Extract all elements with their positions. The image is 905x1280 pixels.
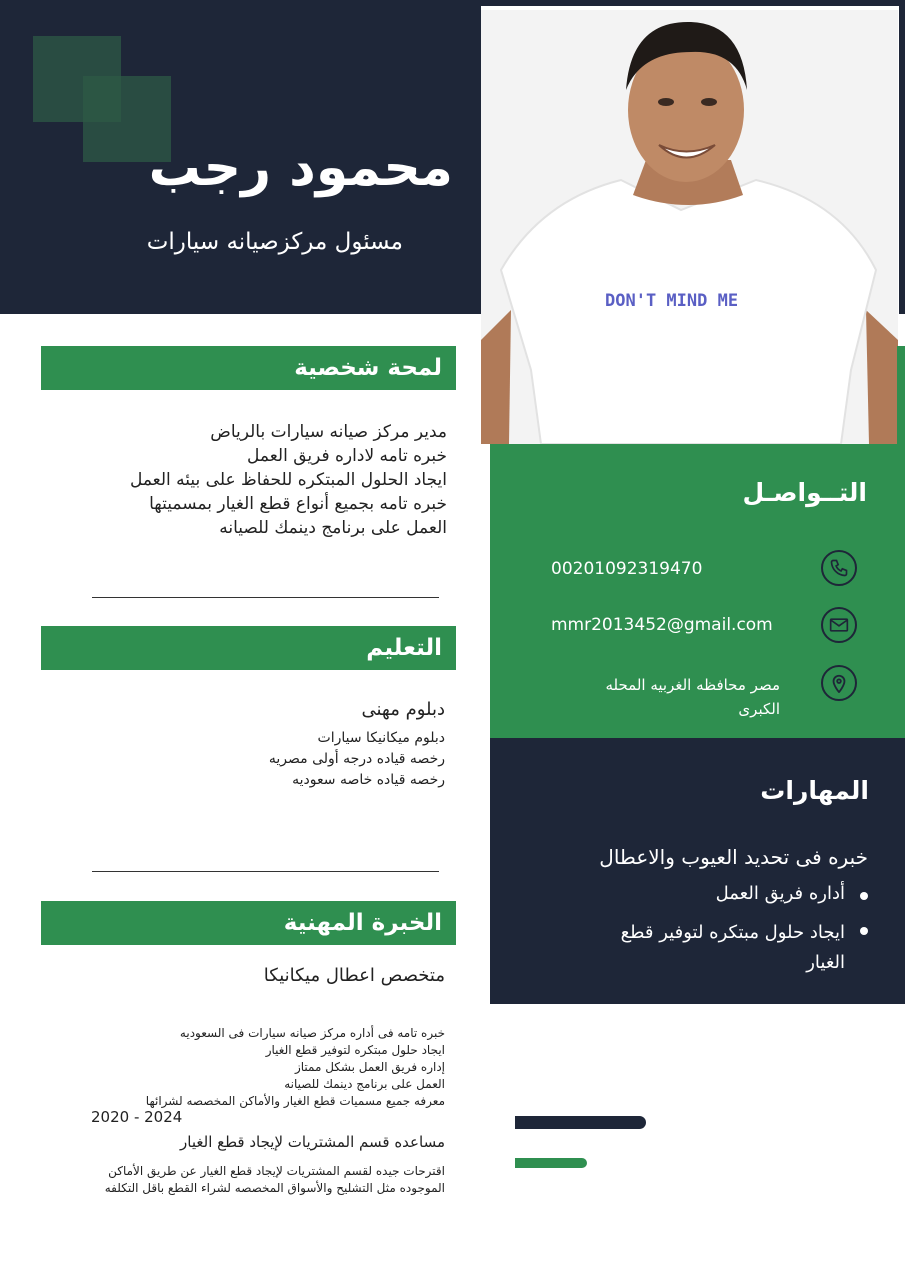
experience-role-2: مساعده قسم المشتريات لإيجاد قطع الغيار [180, 1133, 445, 1151]
bullet-dot [860, 927, 868, 935]
education-list [269, 728, 445, 791]
experience-detail: الموجوده مثل التشليح والأسواق المخصصه لشراء القطع باقل التكلفه [104, 1181, 445, 1195]
bullet-dot [860, 892, 868, 900]
profile-line: خبره تامه لاداره فريق العمل [247, 446, 447, 466]
education-line: رخصه قياده درجه أولى مصريه [268, 751, 445, 767]
contact-email[interactable]: mmr2013452@gmail.com [551, 615, 773, 635]
address-line: مصر محافظه الغربيه المحله [605, 676, 780, 694]
experience-detail: معرفه جميع مسميات قطع الغيار والأماكن المخصصه لشرائها [145, 1094, 445, 1108]
skills-title: المهارات [760, 776, 869, 805]
skill-item: أداره فريق العمل [715, 883, 845, 904]
contact-phone[interactable]: 00201092319470 [551, 559, 703, 579]
profile-line: ايجاد الحلول المبتكره للحفاظ على بيئه العمل [129, 470, 447, 490]
education-line: دبلوم ميكانيكا سيارات [317, 730, 445, 746]
education-section-title: التعليم [366, 635, 442, 661]
profile-section-title: لمحة شخصية [294, 355, 442, 381]
shirt-text: DON'T MIND ME [605, 291, 739, 311]
section-divider [92, 871, 439, 872]
contact-title: التــواصـل [742, 478, 867, 507]
email-icon [821, 607, 857, 643]
experience-detail: ايجاد حلول مبتكره لتوفير قطع الغيار [265, 1043, 445, 1057]
job-title: مسئول مركزصيانه سيارات [146, 229, 403, 255]
experience-details [146, 1025, 445, 1110]
profile-line: العمل على برنامج دينمك للصيانه [219, 518, 447, 538]
phone-icon [821, 550, 857, 586]
experience-detail: خبره تامه فى أداره مركز صيانه سيارات فى السعوديه [179, 1026, 445, 1040]
address-line: الكبرى [738, 700, 780, 718]
education-section-bar [41, 626, 456, 670]
skill-item [621, 918, 845, 978]
contact-address [605, 673, 780, 721]
experience-section-title: الخبرة المهنية [283, 910, 442, 936]
profile-line: مدير مركز صيانه سيارات بالرياض [210, 422, 447, 442]
profile-section-bar [41, 346, 456, 390]
decorative-bar-green [515, 1158, 587, 1168]
profile-line: خبره تامه بجميع أنواع قطع الغيار بمسميتها [149, 494, 447, 514]
experience-details-2 [105, 1163, 445, 1197]
skills-headline: خبره فى تحديد العيوب والاعطال [599, 845, 868, 869]
decorative-bar-navy [515, 1116, 646, 1129]
experience-detail: العمل على برنامج دينمك للصيانه [284, 1077, 445, 1091]
person-illustration [481, 10, 898, 444]
profile-photo [481, 10, 898, 444]
experience-detail: إداره فريق العمل بشكل ممتاز [294, 1060, 445, 1074]
profile-text [27, 420, 447, 540]
education-degree: دبلوم مهنى [361, 699, 445, 720]
green-accent-strip [897, 346, 905, 446]
candidate-name: محمود رجب [148, 138, 453, 198]
experience-section-bar [41, 901, 456, 945]
experience-period: 2020 - 2024 [91, 1108, 183, 1126]
experience-detail: اقترحات جيده لقسم المشتريات لإيجاد قطع الغيار عن طريق الأماكن [108, 1164, 445, 1178]
skill-item-line: ايجاد حلول مبتكره لتوفير قطع [620, 922, 845, 943]
section-divider [92, 597, 439, 598]
education-line: رخصه قياده خاصه سعوديه [292, 772, 445, 788]
location-icon [821, 665, 857, 701]
skill-item-line: الغيار [806, 952, 845, 973]
experience-role: متخصص اعطال ميكانيكا [263, 965, 445, 986]
